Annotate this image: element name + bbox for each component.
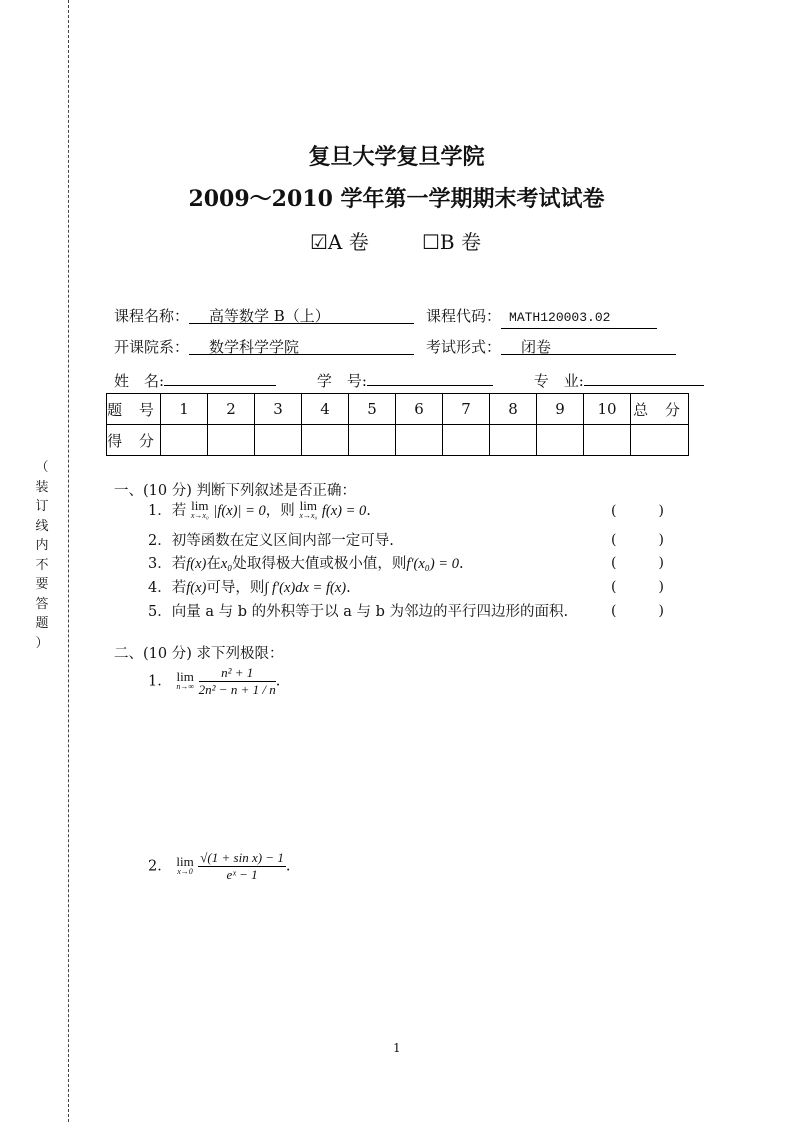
q-num: 5． — [148, 604, 172, 620]
math: f(x) — [186, 580, 207, 596]
question-2-2 — [148, 850, 290, 883]
question-1-2 — [148, 529, 394, 550]
note-char: 不 — [35, 557, 49, 573]
course-name-row — [114, 305, 414, 326]
question-1-3 — [148, 552, 464, 573]
lim: lim — [191, 498, 209, 513]
q-num: 4． — [148, 580, 172, 596]
lim: lim — [176, 668, 194, 684]
lim-sub: x→x₀ — [299, 511, 318, 520]
label: 课程代码： — [426, 307, 502, 325]
math: |f(x)| = 0 — [213, 503, 266, 519]
note-char: （ — [35, 460, 49, 475]
label: 考试形式： — [426, 338, 502, 356]
major-label: 专 业: — [533, 372, 584, 390]
q-text: . — [366, 503, 371, 519]
question-1-5 — [148, 600, 568, 621]
header-cell: 3 — [255, 394, 302, 425]
major-field[interactable] — [584, 367, 704, 386]
header-cell: 8 — [490, 394, 537, 425]
course-name-value: 高等数学 B（上） — [189, 305, 414, 324]
q-num: 3． — [148, 556, 172, 572]
numerator: n² + 1 — [199, 665, 276, 682]
score-cell[interactable] — [584, 425, 631, 456]
score-cell[interactable] — [208, 425, 255, 456]
q-text: 初等函数在定义区间内部一定可导. — [171, 533, 394, 549]
q-text: 若 — [171, 580, 187, 596]
q-num: 1． — [148, 503, 172, 519]
note-char: 内 — [35, 538, 49, 553]
course-code-value: MATH120003.02 — [501, 310, 657, 329]
score-cell[interactable] — [349, 425, 396, 456]
paper-a-checkbox[interactable]: ☑A 卷 — [310, 230, 369, 254]
math: f(x) — [186, 556, 207, 572]
note-char: 订 — [35, 499, 49, 514]
note-char: 装 — [35, 479, 49, 495]
term-title: 2009～2010 学年第一学期期末考试试卷 — [188, 186, 605, 212]
answer-paren[interactable]: ( ) — [611, 579, 664, 595]
label: 开课院系： — [114, 338, 190, 356]
header-cell: 6 — [396, 394, 443, 425]
table-row — [107, 425, 689, 456]
header-cell: 5 — [349, 394, 396, 425]
header-cell: 9 — [537, 394, 584, 425]
q-text: . — [346, 580, 351, 596]
id-field[interactable] — [367, 367, 493, 386]
score-cell[interactable] — [631, 425, 689, 456]
note-char: ） — [35, 635, 49, 651]
score-cell[interactable] — [396, 425, 443, 456]
note-char: 要 — [35, 577, 49, 592]
table-row — [107, 394, 689, 425]
q-text: . — [285, 858, 291, 875]
row-label: 得 分 — [107, 425, 161, 456]
name-label: 姓 名: — [114, 372, 165, 390]
q-text: . — [458, 556, 464, 572]
header-cell: 题 号 — [107, 394, 161, 425]
math: ∫ f′(x)dx = f(x) — [264, 580, 347, 596]
score-cell[interactable] — [443, 425, 490, 456]
lim-sub: x→0 — [177, 866, 193, 876]
q-text: 若 — [171, 503, 187, 519]
q-num: 2． — [148, 533, 172, 549]
note-char: 题 — [35, 616, 49, 631]
score-cell[interactable] — [302, 425, 349, 456]
exam-form-value: 闭卷 — [501, 336, 676, 355]
score-cell[interactable] — [255, 425, 302, 456]
q-text: 向量 a 与 b 的外积等于以 a 与 b 为邻边的平行四边形的面积. — [171, 604, 569, 620]
q-text: ，则 — [265, 503, 295, 519]
paper-b-checkbox[interactable]: ☐B 卷 — [422, 230, 481, 254]
denominator: eˣ − 1 — [226, 867, 258, 882]
section1-title: 一、(10 分) 判断下列叙述是否正确： — [114, 483, 356, 499]
header-cell: 总 分 — [631, 394, 689, 425]
score-table — [106, 393, 689, 456]
lim: lim — [299, 498, 317, 513]
binding-note — [34, 458, 50, 653]
denominator: 2n² − n + 1 / n — [198, 682, 276, 697]
q-text: 处取得极大值或极小值，则 — [232, 556, 407, 572]
name-field[interactable] — [164, 367, 276, 386]
score-cell[interactable] — [537, 425, 584, 456]
math: f′(x₀) = 0 — [406, 556, 459, 572]
numerator: √(1 + sin x) − 1 — [200, 850, 284, 865]
university-title: 复旦大学复旦学院 — [308, 144, 485, 170]
score-cell[interactable] — [490, 425, 537, 456]
header-cell: 2 — [208, 394, 255, 425]
q-text: 可导，则 — [206, 580, 265, 596]
page-number: 1 — [393, 1041, 401, 1055]
answer-paren[interactable]: ( ) — [611, 532, 664, 548]
q-num: 1． — [148, 673, 172, 690]
header-cell: 7 — [443, 394, 490, 425]
q-text: 在 — [206, 556, 221, 572]
student-info-row — [114, 367, 704, 391]
lim-sub: x→x₀ — [190, 511, 209, 520]
header-cell: 10 — [584, 394, 631, 425]
question-1-4 — [148, 576, 351, 597]
id-label: 学 号: — [316, 372, 367, 390]
lim-sub: n→∞ — [176, 681, 195, 691]
answer-paren[interactable]: ( ) — [611, 503, 664, 519]
question-2-1 — [148, 665, 280, 698]
score-cell[interactable] — [161, 425, 208, 456]
header-cell: 4 — [302, 394, 349, 425]
header-cell: 1 — [161, 394, 208, 425]
answer-paren[interactable]: ( ) — [611, 555, 664, 571]
math: f(x) = 0 — [321, 503, 367, 519]
label: 课程名称： — [114, 307, 190, 325]
dept-value: 数学科学学院 — [189, 336, 414, 355]
q-text: 若 — [171, 556, 187, 572]
q-num: 2． — [148, 858, 172, 875]
answer-paren[interactable]: ( ) — [611, 603, 664, 619]
note-char: 答 — [35, 596, 49, 612]
lim: lim — [176, 853, 194, 869]
q-text: . — [275, 673, 281, 690]
course-code-row — [426, 305, 657, 329]
exam-form-row — [426, 336, 676, 357]
question-1-1 — [148, 499, 371, 521]
note-char: 线 — [35, 518, 49, 534]
dept-row — [114, 336, 414, 357]
math: x₀ — [220, 556, 233, 572]
section2-title: 二、(10 分) 求下列极限： — [114, 646, 284, 662]
